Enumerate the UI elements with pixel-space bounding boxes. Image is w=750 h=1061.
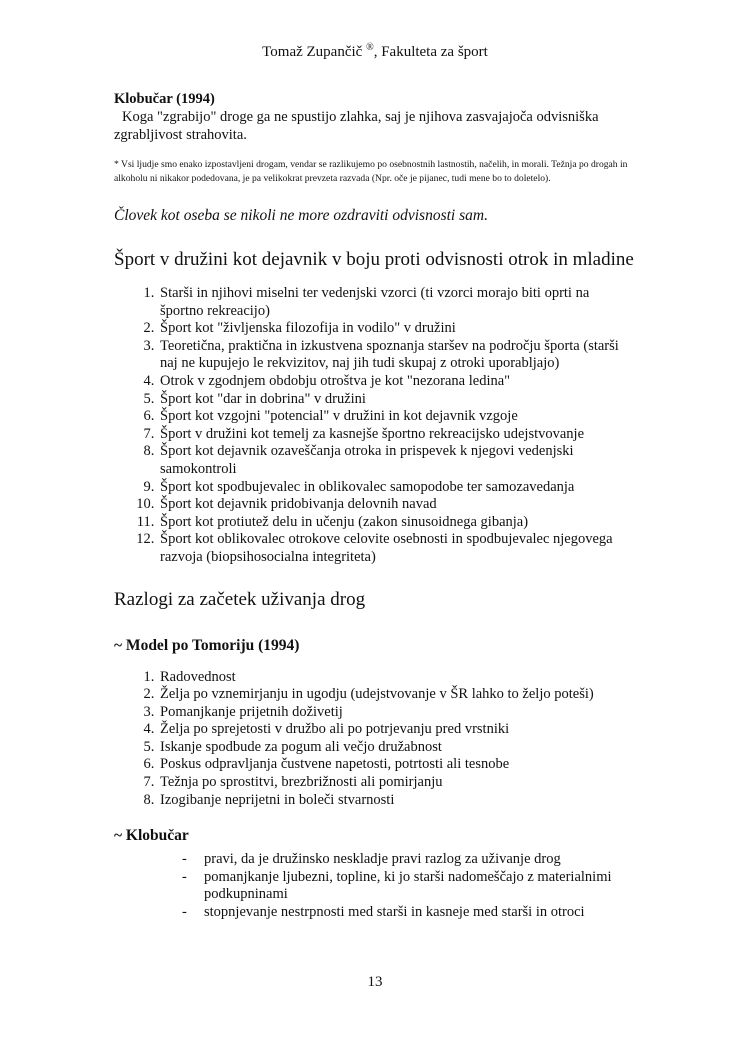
list-item: 5. Iskanje spodbude za pogum ali večjo družabnost <box>158 739 634 757</box>
page-number: 13 <box>367 974 383 990</box>
list-item: 12. Šport kot oblikovalec otrokove celovite osebnosti in spodbujevalec njegovega razvoja (biopsihosocialna integriteta) <box>158 531 634 566</box>
list-item: 1. Radovednost <box>158 669 634 687</box>
list-item <box>182 851 634 869</box>
intro-quote: Koga "zgrabijo" droge ga ne spustijo zlahka, saj je njihova zasvajajoča odvisniška zgrabljivost strahovita. <box>114 109 599 143</box>
page-content <box>114 90 634 922</box>
list-item: 8. Izogibanje neprijetni in boleči stvarnosti <box>158 792 634 810</box>
intro-title: Klobučar (1994) <box>114 91 215 107</box>
list-item: 5. Šport kot "dar in dobrina" v družini <box>158 391 634 409</box>
list-item: 6. Poskus odpravljanja čustvene napetosti, potrtosti ali tesnobe <box>158 756 634 774</box>
list-item: 4. Otrok v zgodnjem obdobju otroštva je kot "nezorana ledina" <box>158 373 634 391</box>
list-item: 4. Želja po sprejetosti v družbo ali po potrjevanju pred vrstniki <box>158 721 634 739</box>
klobucar-bullets <box>114 851 634 921</box>
section1-heading: Šport v družini kot dejavnik v boju proti odvisnosti otrok in mladine <box>114 249 634 270</box>
list-item <box>182 869 634 904</box>
list-item: 9. Šport kot spodbujevalec in oblikovalec samopodobe ter samozavedanja <box>158 479 634 497</box>
model-heading: ~ Model po Tomoriju (1994) <box>114 636 300 654</box>
list-item: 1. Starši in njihovi miselni ter vedenjski vzorci (ti vzorci morajo biti oprti na športno rekreacijo) <box>158 285 634 320</box>
header-affiliation: , Fakulteta za šport <box>373 44 488 60</box>
dash-marker: - <box>182 904 187 921</box>
dash-marker: - <box>182 851 187 868</box>
list-item: 3. Teoretična, praktična in izkustvena spoznanja staršev na področju športa (starši naj ne kupujejo le rekvizitov, naj jih tudi skupaj z otroki uporabljajo) <box>158 338 634 373</box>
section1-list <box>114 285 634 567</box>
list-item: 2. Šport kot "življenska filozofija in vodilo" v družini <box>158 320 634 338</box>
list-item: 7. Šport v družini kot temelj za kasnejše športno rekreacijsko udejstvovanje <box>158 426 634 444</box>
list-item: 3. Pomanjkanje prijetnih doživetij <box>158 704 634 722</box>
bullet-text: pomanjkanje ljubezni, topline, ki jo starši nadomeščajo z materialnimi podkupninami <box>204 868 612 903</box>
list-item: 11. Šport kot protiutež delu in učenju (zakon sinusoidnega gibanja) <box>158 514 634 532</box>
header-author: Tomaž Zupančič <box>262 44 363 60</box>
running-header <box>0 42 750 61</box>
dash-marker: - <box>182 868 187 885</box>
emphasis-sentence: Človek kot oseba se nikoli ne more ozdraviti odvisnosti sam. <box>114 207 488 224</box>
section2-heading: Razlogi za začetek uživanja drog <box>114 588 366 610</box>
list-item: 6. Šport kot vzgojni "potencial" v družini in kot dejavnik vzgoje <box>158 408 634 426</box>
section2-list <box>114 669 634 810</box>
bullet-text: pravi, da je družinsko neskladje pravi razlog za uživanje drog <box>204 851 561 868</box>
intro-footnote: * Vsi ljudje smo enako izpostavljeni drogam, vendar se razlikujemo po osebnostnih lastnostih, načelih, in morali. Težnja po drogah in alkoholu ni nikakor podedovana, je pa velikokrat prevzeta razvada (Npr. oče je pijanec, tudi mene bo to doletelo). <box>114 159 628 184</box>
list-item: 8. Šport kot dejavnik ozaveščanja otroka in prispevek k njegovi vedenjski samokontroli <box>158 443 634 478</box>
list-item: 10. Šport kot dejavnik pridobivanja delovnih navad <box>158 496 634 514</box>
bullet-text: stopnjevanje nestrpnosti med starši in kasneje med starši in otroci <box>204 904 585 921</box>
klobucar-heading: ~ Klobučar <box>114 827 189 845</box>
list-item: 2. Želja po vznemirjanju in ugodju (udejstvovanje v ŠR lahko to željo poteši) <box>158 686 634 704</box>
registered-mark: ® <box>366 42 374 53</box>
list-item <box>182 904 634 922</box>
list-item: 7. Težnja po sprostitvi, brezbrižnosti ali pomirjanju <box>158 774 634 792</box>
